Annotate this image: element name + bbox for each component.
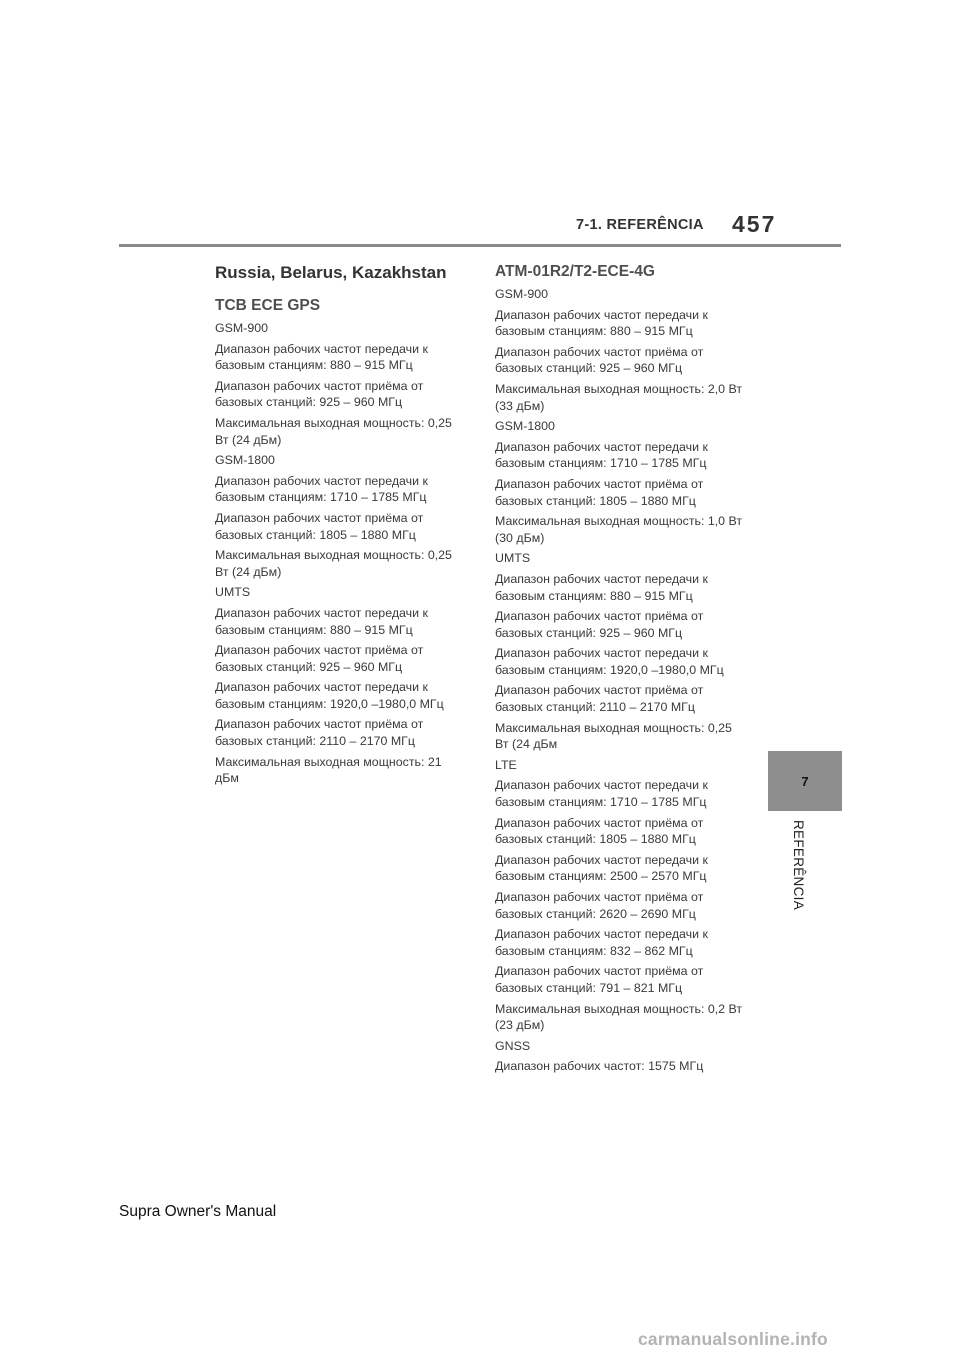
spec-line: Диапазон рабочих частот приёма от базовых станций: 1805 – 1880 МГц xyxy=(495,815,704,847)
band-label: UMTS xyxy=(495,551,531,566)
spec-line: Максимальная выходная мощность: 1,0 Вт (30 дБм) xyxy=(495,514,743,545)
spec-line: Диапазон рабочих частот приёма от базовых станций: 1805 – 1880 МГц xyxy=(495,476,704,508)
region-title: Russia, Belarus, Kazakhstan xyxy=(215,263,447,282)
spec-line: Диапазон рабочих частот передачи к базовым станциям: 832 – 862 МГц xyxy=(495,927,708,958)
spec-line: Диапазон рабочих частот приёма от базовых станций: 925 – 960 МГц xyxy=(495,609,704,640)
module-title-left: TCB ECE GPS xyxy=(215,297,321,314)
header-divider xyxy=(119,244,841,247)
band-label: GSM-900 xyxy=(495,287,549,301)
spec-line: Максимальная выходная мощность: 0,25 Вт (24 дБм) xyxy=(215,548,452,579)
chapter-tab xyxy=(768,751,842,811)
spec-line: Диапазон рабочих частот передачи к базовым станциям: 880 – 915 МГц xyxy=(495,307,708,339)
right-column xyxy=(495,262,747,1079)
spec-line: Диапазон рабочих частот передачи к базовым станциям: 1710 – 1785 МГц xyxy=(495,439,708,471)
spec-line: Диапазон рабочих частот приёма от базовых станций: 791 – 821 МГц xyxy=(495,964,704,995)
spec-line: Диапазон рабочих частот передачи к базовым станциям: 880 – 915 МГц xyxy=(215,341,428,373)
spec-line: Диапазон рабочих частот приёма от базовых станций: 2110 – 2170 МГц xyxy=(495,683,704,715)
spec-line: Диапазон рабочих частот передачи к базовым станциям: 1920,0 –1980,0 МГц xyxy=(215,680,444,711)
page-number: 457 xyxy=(732,211,777,237)
section-title: 7-1. REFERÊNCIA xyxy=(576,217,704,233)
band-label: GSM-900 xyxy=(215,321,269,335)
spec-line: Максимальная выходная мощность: 0,2 Вт (23 дБм) xyxy=(495,1001,743,1033)
spec-line: Диапазон рабочих частот передачи к базовым станциям: 880 – 915 МГц xyxy=(495,571,708,603)
chapter-tab-label: REFERÊNCIA xyxy=(791,820,806,911)
band-label: GNSS xyxy=(495,1038,531,1053)
chapter-number: 7 xyxy=(801,773,809,789)
spec-line: Диапазон рабочих частот передачи к базовым станциям: 880 – 915 МГц xyxy=(215,605,428,637)
spec-line: Диапазон рабочих частот передачи к базовым станциям: 1710 – 1785 МГц xyxy=(495,778,708,810)
spec-line: Диапазон рабочих частот приёма от базовых станций: 2110 – 2170 МГц xyxy=(215,717,424,749)
spec-line: Максимальная выходная мощность: 21 дБм xyxy=(215,754,442,786)
left-column xyxy=(215,262,467,791)
spec-line: Диапазон рабочих частот приёма от базовых станций: 2620 – 2690 МГц xyxy=(495,890,704,921)
band-label: GSM-1800 xyxy=(215,453,275,468)
band-label: GSM-1800 xyxy=(495,419,555,434)
watermark: carmanualsonline.info xyxy=(638,1329,828,1349)
spec-line: Максимальная выходная мощность: 0,25 Вт (24 дБм) xyxy=(215,415,452,447)
spec-line: Диапазон рабочих частот передачи к базовым станциям: 1920,0 –1980,0 МГц xyxy=(495,646,724,677)
spec-line: Диапазон рабочих частот приёма от базовых станций: 1805 – 1880 МГц xyxy=(215,510,424,542)
spec-line: Максимальная выходная мощность: 2,0 Вт (33 дБм) xyxy=(495,381,743,413)
spec-line: Диапазон рабочих частот передачи к базовым станциям: 2500 – 2570 МГц xyxy=(495,852,708,884)
band-label: LTE xyxy=(495,757,517,772)
band-label: UMTS xyxy=(215,585,251,600)
spec-line: Диапазон рабочих частот приёма от базовых станций: 925 – 960 МГц xyxy=(215,378,424,410)
spec-line: Максимальная выходная мощность: 0,25 Вт (24 дБм xyxy=(495,720,732,752)
spec-line: Диапазон рабочих частот приёма от базовых станций: 925 – 960 МГц xyxy=(495,344,704,376)
left-spec-list xyxy=(215,320,467,787)
module-title-right: ATM-01R2/T2-ECE-4G xyxy=(495,263,655,280)
right-spec-list xyxy=(495,286,747,1075)
footer-manual-title: Supra Owner's Manual xyxy=(119,1203,277,1220)
spec-line: Диапазон рабочих частот: 1575 МГц xyxy=(495,1059,704,1074)
spec-line: Диапазон рабочих частот передачи к базовым станциям: 1710 – 1785 МГц xyxy=(215,473,428,505)
spec-line: Диапазон рабочих частот приёма от базовых станций: 925 – 960 МГц xyxy=(215,643,424,674)
